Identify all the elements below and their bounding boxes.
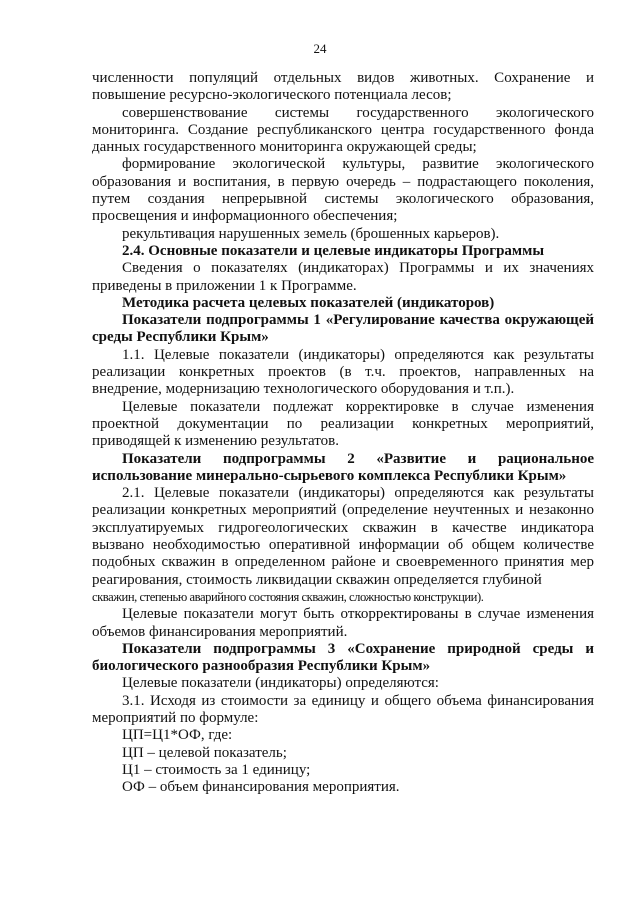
paragraph-3-1: 3.1. Исходя из стоимости за единицу и общего объема финансирования мероприятий по формуле: [92, 692, 594, 726]
formula-cp: ЦП – целевой показатель; [122, 744, 287, 761]
section-heading-2-4: 2.4. Основные показатели и целевые индикаторы Программы [122, 242, 545, 259]
paragraph-recultivation: рекультивация нарушенных земель (брошенных карьеров). [122, 225, 500, 242]
paragraph-indicators-defined: Целевые показатели (индикаторы) определяются: [122, 675, 439, 692]
heading-methodology: Методика расчета целевых показателей (индикаторов) [122, 294, 495, 311]
paragraph-populations: численности популяций отдельных видов животных. Сохранение и повышение ресурсно-экологического потенциала лесов; [92, 70, 594, 104]
document-body [92, 70, 594, 796]
formula-c1: Ц1 – стоимость за 1 единицу; [122, 761, 311, 778]
formula-line: ЦП=Ц1*ОФ, где: [122, 727, 233, 744]
heading-subprogram-2: Показатели подпрограммы 2 «Развитие и рациональное использование минерально-сырьевого комплекса Республики Крым» [92, 450, 594, 484]
paragraph-2-1-tail: скважин, степенью аварийного состояния скважин, сложностью конструкции). [92, 589, 484, 604]
heading-subprogram-3: Показатели подпрограммы 3 «Сохранение природной среды и биологического разнообразия Республики Крым» [92, 640, 594, 675]
paragraph-correction: Целевые показатели подлежат корректировке в случае изменения проектной документации по реализации конкретных мероприятий, приводящей к изменению результатов. [92, 398, 594, 450]
paragraph-eco-culture: формирование экологической культуры, развитие экологического образования и воспитания, в первую очередь – подрастающего поколения, путем создания непрерывной системы экологического образования, просвещения и информационного обеспечения; [92, 156, 594, 225]
paragraph-monitoring: совершенствование системы государственного экологического мониторинга. Создание республиканского центра государственного фонда данных государственного мониторинга окружающей среды; [92, 104, 594, 156]
paragraph-adjustment: Целевые показатели могут быть откорректированы в случае изменения объемов финансирования мероприятий. [92, 606, 594, 640]
paragraph-2-1: 2.1. Целевые показатели (индикаторы) определяются как результаты реализации конкретных мероприятий (определение неучтенных и незаконно эксплуатируемых гидрогеологических скважин в качестве индикатора вызвано необходимостью оперативной информации об общем количестве подобных скважин в определенном районе и своевременного принятия мер реагирования, стоимость ликвидации скважин определяется глубиной [92, 485, 594, 588]
paragraph-indicators-info: Сведения о показателях (индикаторах) Программы и их значениях приведены в приложении 1 к Программе. [92, 260, 594, 294]
formula-of: ОФ – объем финансирования мероприятия. [122, 779, 400, 796]
heading-subprogram-1: Показатели подпрограммы 1 «Регулирование качества окружающей среды Республики Крым» [92, 312, 594, 346]
page-number: 24 [313, 41, 327, 56]
paragraph-1-1: 1.1. Целевые показатели (индикаторы) определяются как результаты реализации конкретных проектов (в т.ч. проектов, направленных на внедрение, модернизацию технологического оборудования и т.п.). [92, 346, 594, 398]
